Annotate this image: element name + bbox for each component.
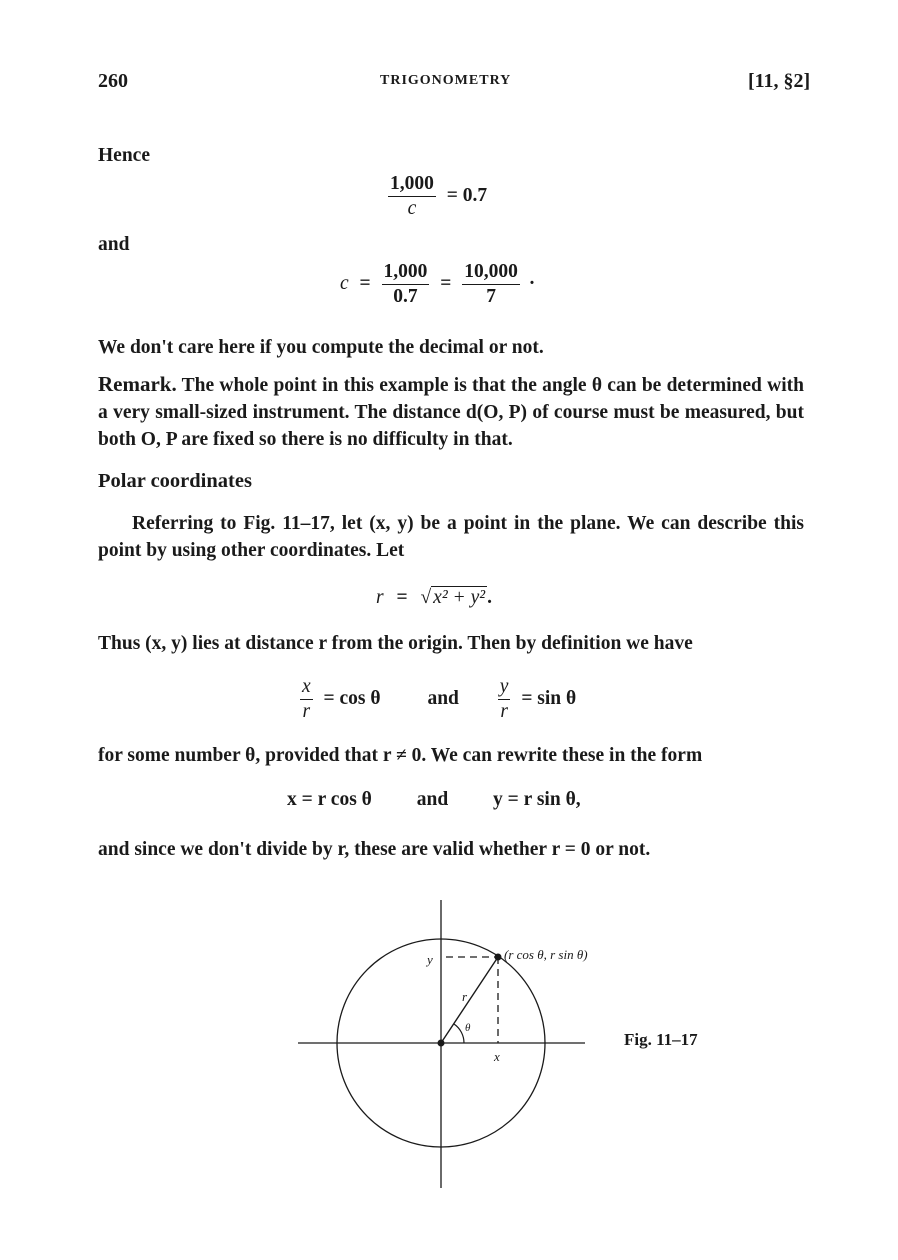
point-label: (r cos θ, r sin θ) (504, 947, 588, 962)
decimal-note: We don't care here if you compute the decimal or not. (98, 337, 544, 358)
eq4-b-rhs: = sin θ (521, 687, 577, 709)
remark-label: Remark. (98, 372, 177, 396)
remark-text: The whole point in this example is that the angle θ can be determined with a very small-sized instrument. The distance d(O, P) of course must be measured, but both O, P are fixed so there is no difficulty in that. (98, 375, 804, 450)
theta-arc (454, 1024, 464, 1043)
section-heading: Polar coordinates (98, 470, 252, 492)
r-label: r (462, 989, 468, 1004)
eq2-frac2-numerator: 10,000 (462, 260, 520, 285)
eq3-radicand: x² + y² (433, 587, 486, 608)
eq3-equals: = (396, 587, 408, 608)
and-text: and (98, 234, 130, 255)
eq4-a-denominator: r (302, 701, 311, 722)
eq2-equals-2: = (440, 272, 452, 294)
figure-caption: Fig. 11–17 (624, 1030, 698, 1049)
eq1-numerator: 1,000 (388, 172, 436, 197)
eq3-end: . (487, 587, 492, 608)
eq2-dot: · (528, 272, 536, 294)
page-number: 260 (98, 70, 128, 92)
eq2-lhs: c (340, 272, 349, 294)
polar-paragraph-4: and since we don't divide by r, these are valid whether r = 0 or not. (98, 839, 651, 860)
eq2-frac1-numerator: 1,000 (382, 260, 430, 285)
eq1-denominator: c (407, 198, 417, 219)
eq4-a-rhs: = cos θ (323, 687, 381, 709)
polar-paragraph-3: for some number θ, provided that r ≠ 0. We can rewrite these in the form (98, 745, 703, 766)
theta-label: θ (465, 1022, 471, 1034)
eq3-lhs: r (376, 587, 384, 608)
eq5-left: x = r cos θ (287, 789, 372, 810)
polar-point (495, 954, 502, 961)
eq4-a-numerator: x (300, 675, 313, 700)
polar-paragraph-1: Referring to Fig. 11–17, let (x, y) be a point in the plane. We can describe this point by using other coordinates. Let (98, 513, 804, 561)
eq1-rhs: = 0.7 (446, 184, 488, 206)
x-label: x (494, 1049, 500, 1064)
y-label: y (427, 952, 433, 967)
polar-paragraph-2: Thus (x, y) lies at distance r from the origin. Then by definition we have (98, 633, 693, 654)
eq2-frac1-denominator: 0.7 (393, 286, 418, 307)
eq2-equals-1: = (359, 272, 371, 294)
eq4-b-numerator: y (498, 675, 511, 700)
eq2-frac2-denominator: 7 (486, 286, 496, 307)
eq4-and: and (427, 687, 459, 709)
eq3-sqrt-symbol: √ (420, 587, 432, 608)
eq5-and: and (416, 789, 449, 810)
hence-text: Hence (98, 145, 150, 166)
running-title: TRIGONOMETRY (380, 73, 512, 88)
eq4-b-denominator: r (500, 701, 508, 722)
section-reference: [11, §2] (748, 70, 811, 92)
origin-point (438, 1040, 445, 1047)
eq5-right: y = r sin θ, (493, 789, 581, 810)
